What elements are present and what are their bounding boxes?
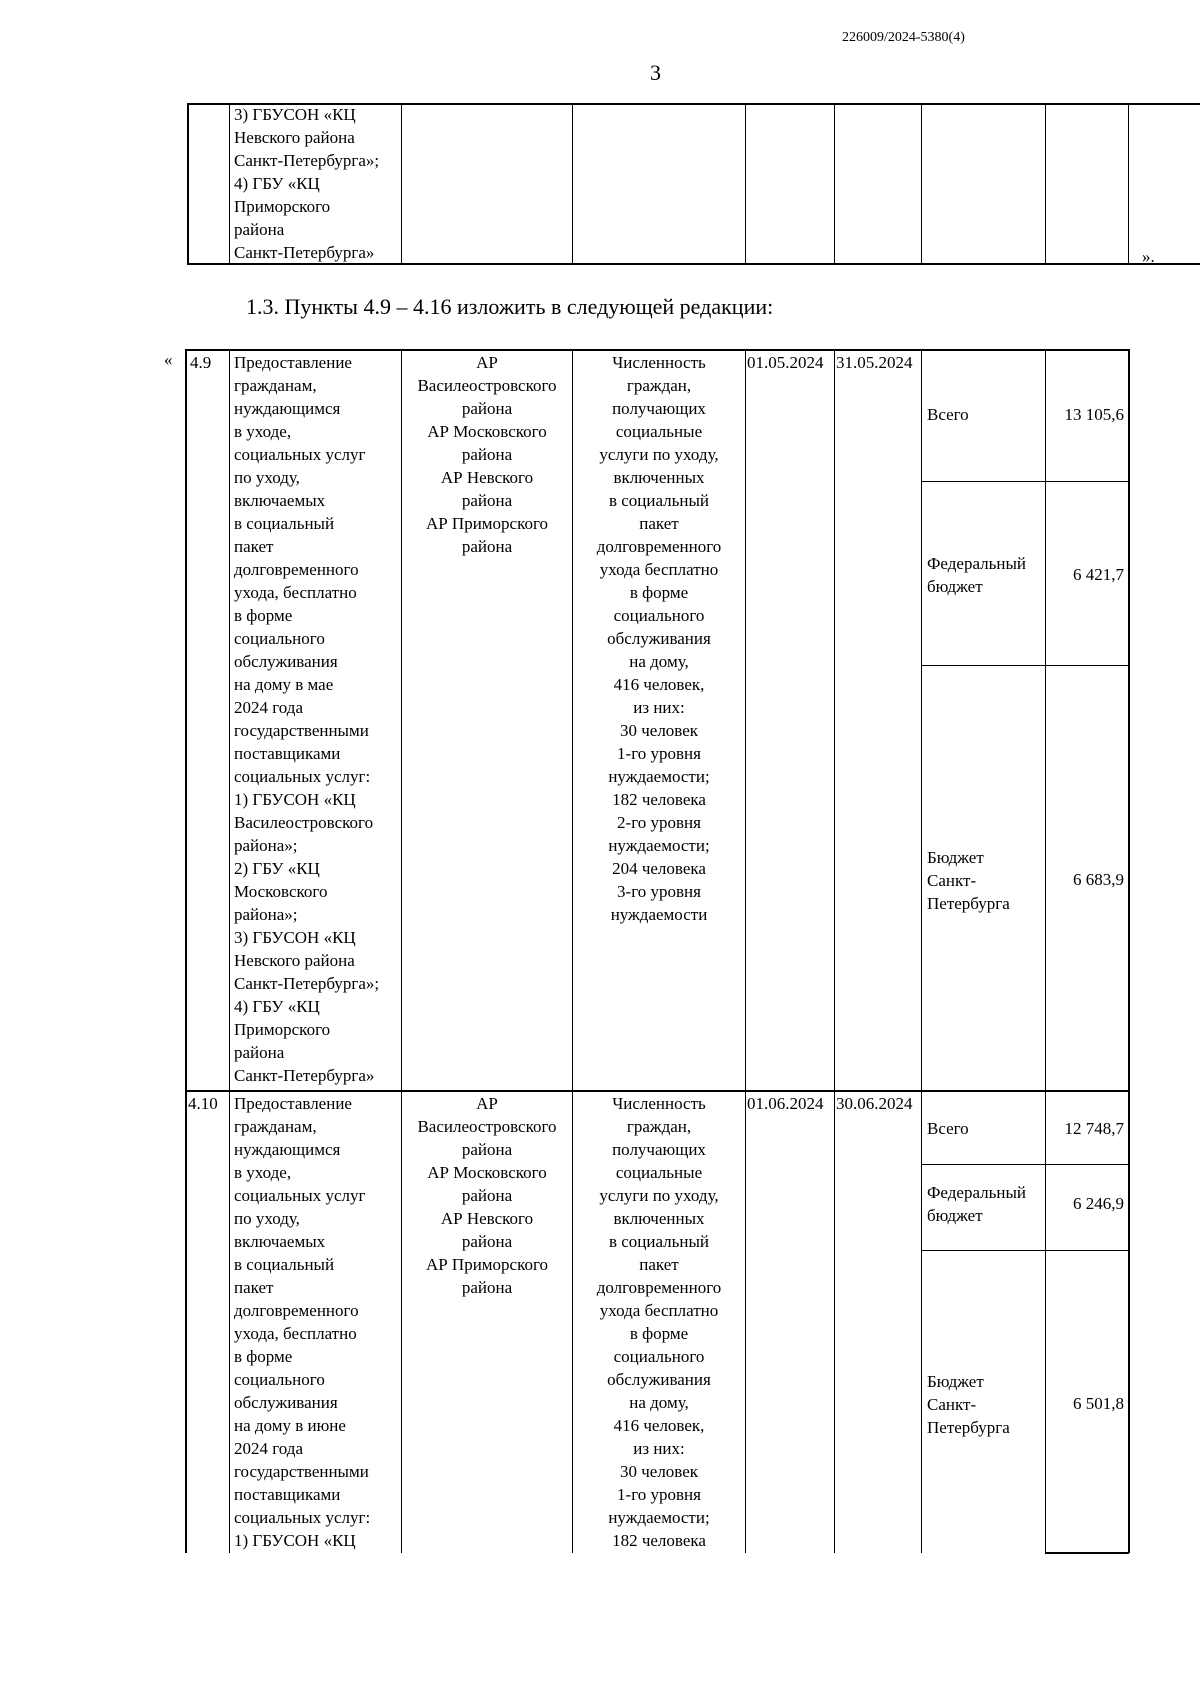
funding-amount-total: 12 748,7 xyxy=(1064,1119,1124,1138)
amendment-intro: 1.3. Пункты 4.9 – 4.16 изложить в следующей редакции: xyxy=(246,294,774,319)
start-date: 01.06.2024 xyxy=(747,1094,824,1113)
funding-amount-total: 13 105,6 xyxy=(1064,405,1124,424)
document-number: 226009/2024-5380(4) xyxy=(842,30,965,45)
end-date: 31.05.2024 xyxy=(836,353,913,372)
funding-amount-federal: 6 246,9 xyxy=(1073,1194,1124,1213)
closing-quote: ». xyxy=(1142,247,1155,266)
funding-source-federal: Федеральный бюджет xyxy=(927,554,1026,596)
funding-amount-federal: 6 421,7 xyxy=(1073,565,1124,584)
opening-quote: « xyxy=(164,350,173,369)
funding-source-total: Всего xyxy=(927,1119,969,1138)
funding-source-city: Бюджет Санкт- Петербурга xyxy=(927,1372,1010,1437)
funding-amount-city: 6 501,8 xyxy=(1073,1394,1124,1413)
executor: АР Василеостровского района АР Московского района АР Невского района АР Приморского района xyxy=(417,1094,557,1297)
indicator: Численность граждан, получающих социальные услуги по уходу, включенных в социальный пакет долговременного ухода бесплатно в форме социального обслуживания на дому, 416 человек, из них: 30 человек 1-го уровня нуждаемости; 182 человека xyxy=(596,1094,722,1550)
top-fragment-text: 3) ГБУСОН «КЦ Невского района Санкт-Петербурга»; 4) ГБУ «КЦ Приморского района Санкт-Петербурга» xyxy=(234,105,380,262)
executor: АР Василеостровского района АР Московского района АР Невского района АР Приморского района xyxy=(417,353,557,556)
end-date: 30.06.2024 xyxy=(836,1094,913,1113)
row-number: 4.9 xyxy=(190,353,212,372)
page-number: 3 xyxy=(650,60,661,85)
start-date: 01.05.2024 xyxy=(747,353,824,372)
funding-source-federal: Федеральный бюджет xyxy=(927,1183,1026,1225)
row-number: 4.10 xyxy=(188,1094,218,1113)
funding-source-total: Всего xyxy=(927,405,969,424)
measure-name: Предоставление гражданам, нуждающимся в уходе, социальных услуг по уходу, включаемых в социальный пакет долговременного ухода, бесплатно в форме социального обслуживания на дому в июне 2024 года государственными поставщиками социальных услуг: 1) ГБУСОН «КЦ xyxy=(234,1094,371,1550)
indicator: Численность граждан, получающих социальные услуги по уходу, включенных в социальный пакет долговременного ухода бесплатно в форме социального обслуживания на дому, 416 человек, из них: 30 человек 1-го уровня нуждаемости; 182 человека 2-го уровня нуждаемости; 204 человека 3-го уровня нуждаемости xyxy=(596,353,722,924)
funding-source-city: Бюджет Санкт- Петербурга xyxy=(927,848,1010,913)
funding-amount-city: 6 683,9 xyxy=(1073,870,1124,889)
measure-name: Предоставление гражданам, нуждающимся в уходе, социальных услуг по уходу, включаемых в социальный пакет долговременного ухода, бесплатно в форме социального обслуживания на дому в мае 2024 года государственными поставщиками социальных услуг: 1) ГБУСОН «КЦ Василеостровского района»; 2) ГБУ «КЦ Московского района»; 3) ГБУСОН «КЦ Невского района Санкт-Петербурга»; 4) ГБУ «КЦ Приморского района Санкт-Петербурга» xyxy=(234,353,380,1085)
